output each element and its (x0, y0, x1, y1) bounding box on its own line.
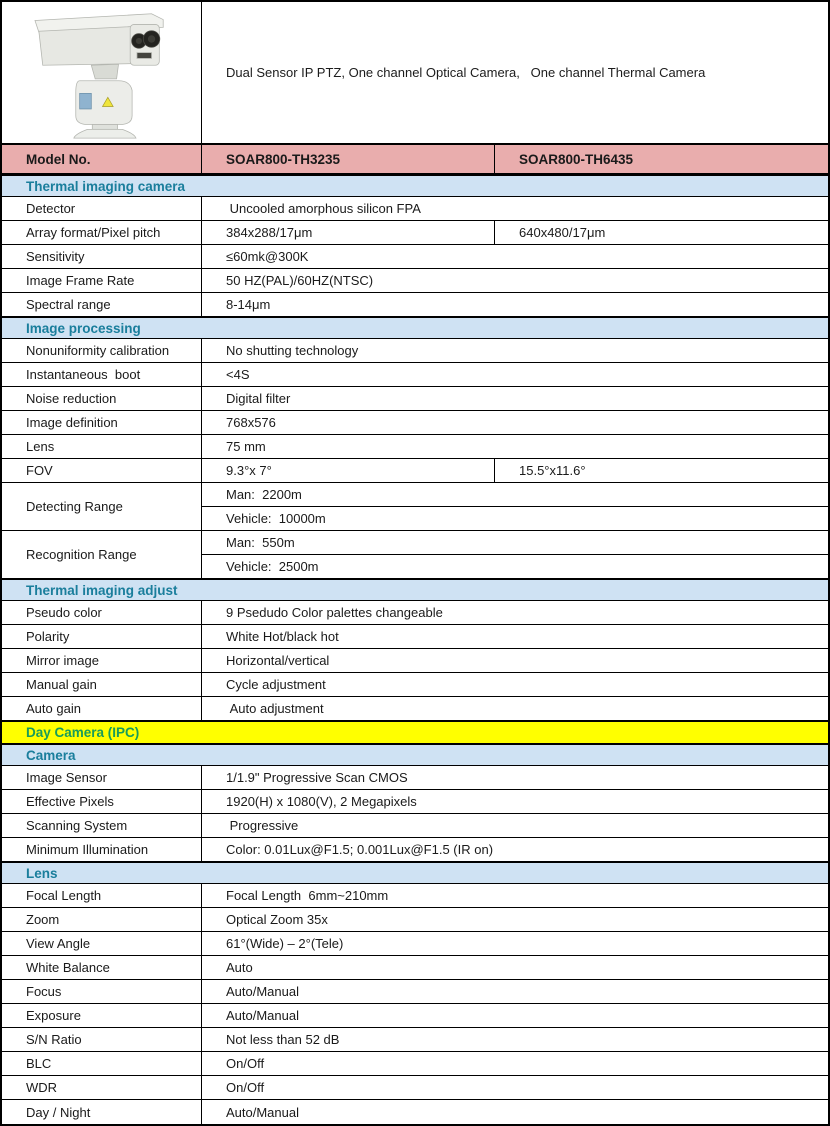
spec-value: <4S (226, 367, 250, 382)
spec-label: FOV (2, 459, 202, 482)
spec-row-wdr (2, 1076, 828, 1100)
sheet-header (2, 2, 828, 145)
spec-row-mirror-image (2, 649, 828, 673)
spec-label: Manual gain (2, 673, 202, 696)
spec-subvalue-vehicle: Vehicle: 2500m (226, 559, 319, 574)
spec-row-effective-pixels (2, 790, 828, 814)
spec-label: View Angle (2, 932, 202, 955)
spec-row-image-frame-rate (2, 269, 828, 293)
section-header-image-processing (2, 317, 828, 339)
section-header-lens (2, 862, 828, 884)
spec-label: Zoom (2, 908, 202, 931)
spec-row-recognition-range (2, 531, 828, 579)
spec-label: Exposure (2, 1004, 202, 1027)
spec-value-model2: 640x480/17μm (519, 225, 606, 240)
spec-row-sensitivity (2, 245, 828, 269)
spec-subvalue-vehicle: Vehicle: 10000m (226, 511, 326, 526)
spec-row-focus (2, 980, 828, 1004)
spec-row-minimum-illumination (2, 838, 828, 862)
spec-label: Nonuniformity calibration (2, 339, 202, 362)
section-header-camera (2, 744, 828, 766)
spec-label: Recognition Range (2, 531, 202, 578)
model-number-1: SOAR800-TH3235 (202, 145, 495, 173)
spec-value: No shutting technology (226, 343, 359, 358)
spec-row-view-angle (2, 932, 828, 956)
model-label: Model No. (2, 145, 202, 173)
model-number-2: SOAR800-TH6435 (519, 151, 634, 167)
spec-row-white-balance (2, 956, 828, 980)
spec-label: BLC (2, 1052, 202, 1075)
spec-value: Optical Zoom 35x (226, 912, 328, 927)
spec-row-focal-length (2, 884, 828, 908)
section-title: Thermal imaging adjust (26, 582, 178, 598)
spec-row-manual-gain (2, 673, 828, 697)
spec-label: Mirror image (2, 649, 202, 672)
spec-value: 768x576 (226, 415, 276, 430)
spec-value-stack (202, 531, 828, 578)
spec-row-polarity (2, 625, 828, 649)
spec-row-pseudo-color (2, 601, 828, 625)
spec-row-spectral-range (2, 293, 828, 317)
section-title: Thermal imaging camera (26, 178, 186, 194)
spec-label: Noise reduction (2, 387, 202, 410)
spec-value: ≤60mk@300K (226, 249, 309, 264)
spec-value-model1: 9.3°x 7° (202, 459, 495, 482)
spec-row-exposure (2, 1004, 828, 1028)
section-header-thermal-imaging-adjust (2, 579, 828, 601)
spec-label: Effective Pixels (2, 790, 202, 813)
section-title: Camera (26, 747, 76, 763)
spec-row-auto-gain (2, 697, 828, 721)
spec-label: Detector (2, 197, 202, 220)
spec-label: White Balance (2, 956, 202, 979)
spec-value: White Hot/black hot (226, 629, 339, 644)
ptz-camera-image (9, 5, 195, 141)
spec-label: Auto gain (2, 697, 202, 720)
product-description: Dual Sensor IP PTZ, One channel Optical Camera, One channel Thermal Camera (226, 65, 706, 80)
spec-row-detector (2, 197, 828, 221)
spec-value-stack (202, 483, 828, 530)
spec-label: Pseudo color (2, 601, 202, 624)
spec-value: Auto/Manual (226, 1104, 299, 1120)
section-header-thermal-imaging-camera (2, 175, 828, 197)
spec-label: Image Sensor (2, 766, 202, 789)
spec-label: Image definition (2, 411, 202, 434)
spec-row-instantaneous-boot (2, 363, 828, 387)
spec-value: On/Off (226, 1056, 265, 1071)
spec-value: 1920(H) x 1080(V), 2 Megapixels (226, 794, 417, 809)
spec-label: Scanning System (2, 814, 202, 837)
spec-value-model1: 384x288/17μm (202, 221, 495, 244)
spec-label: Focus (2, 980, 202, 1003)
spec-value-model2: 15.5°x11.6° (519, 463, 586, 478)
spec-value: Focal Length 6mm~210mm (226, 888, 389, 903)
spec-row-fov (2, 459, 828, 483)
spec-row-array-format (2, 221, 828, 245)
spec-subvalue-man: Man: 2200m (202, 483, 828, 507)
spec-value: Auto adjustment (226, 701, 324, 716)
spec-label: WDR (2, 1076, 202, 1099)
spec-value: On/Off (226, 1080, 265, 1095)
model-row (2, 145, 828, 175)
spec-label: Day / Night (2, 1100, 202, 1124)
spec-label: Spectral range (2, 293, 202, 316)
spec-value: 1/1.9" Progressive Scan CMOS (226, 770, 408, 785)
spec-row-blc (2, 1052, 828, 1076)
spec-value: Not less than 52 dB (226, 1032, 340, 1047)
spec-value: Cycle adjustment (226, 677, 326, 692)
spec-value: 8-14μm (226, 297, 271, 312)
spec-label: Polarity (2, 625, 202, 648)
spec-value: Auto (226, 960, 253, 975)
spec-row-day-night (2, 1100, 828, 1124)
spec-value: Horizontal/vertical (226, 653, 330, 668)
spec-row-zoom (2, 908, 828, 932)
spec-row-detecting-range (2, 483, 828, 531)
spec-row-scanning-system (2, 814, 828, 838)
spec-label: Instantaneous boot (2, 363, 202, 386)
spec-row-sn-ratio (2, 1028, 828, 1052)
spec-value: 75 mm (226, 439, 266, 454)
spec-label: Image Frame Rate (2, 269, 202, 292)
spec-row-image-definition (2, 411, 828, 435)
spec-row-lens (2, 435, 828, 459)
spec-row-image-sensor (2, 766, 828, 790)
spec-label: Sensitivity (2, 245, 202, 268)
spec-subvalue-man: Man: 550m (202, 531, 828, 555)
spec-row-nonuniformity-calibration (2, 339, 828, 363)
spec-label: Focal Length (2, 884, 202, 907)
spec-value: Uncooled amorphous silicon FPA (226, 201, 421, 216)
spec-value: Auto/Manual (226, 1008, 299, 1023)
spec-label: Minimum Illumination (2, 838, 202, 861)
spec-value: 50 HZ(PAL)/60HZ(NTSC) (226, 273, 374, 288)
spec-label: S/N Ratio (2, 1028, 202, 1051)
section-header-day-camera-ipc (2, 721, 828, 744)
spec-label: Detecting Range (2, 483, 202, 530)
section-title: Image processing (26, 320, 141, 336)
section-title: Lens (26, 865, 58, 881)
spec-label: Lens (2, 435, 202, 458)
spec-value: Auto/Manual (226, 984, 299, 999)
product-photo-cell (2, 2, 202, 143)
spec-row-noise-reduction (2, 387, 828, 411)
spec-value: Digital filter (226, 391, 291, 406)
spec-value: Color: 0.01Lux@F1.5; 0.001Lux@F1.5 (IR on) (226, 842, 494, 857)
spec-value: 61°(Wide) – 2°(Tele) (226, 936, 344, 951)
section-title: Day Camera (IPC) (26, 725, 140, 740)
spec-value: 9 Psedudo Color palettes changeable (226, 605, 443, 620)
spec-label: Array format/Pixel pitch (2, 221, 202, 244)
spec-value: Progressive (226, 818, 299, 833)
